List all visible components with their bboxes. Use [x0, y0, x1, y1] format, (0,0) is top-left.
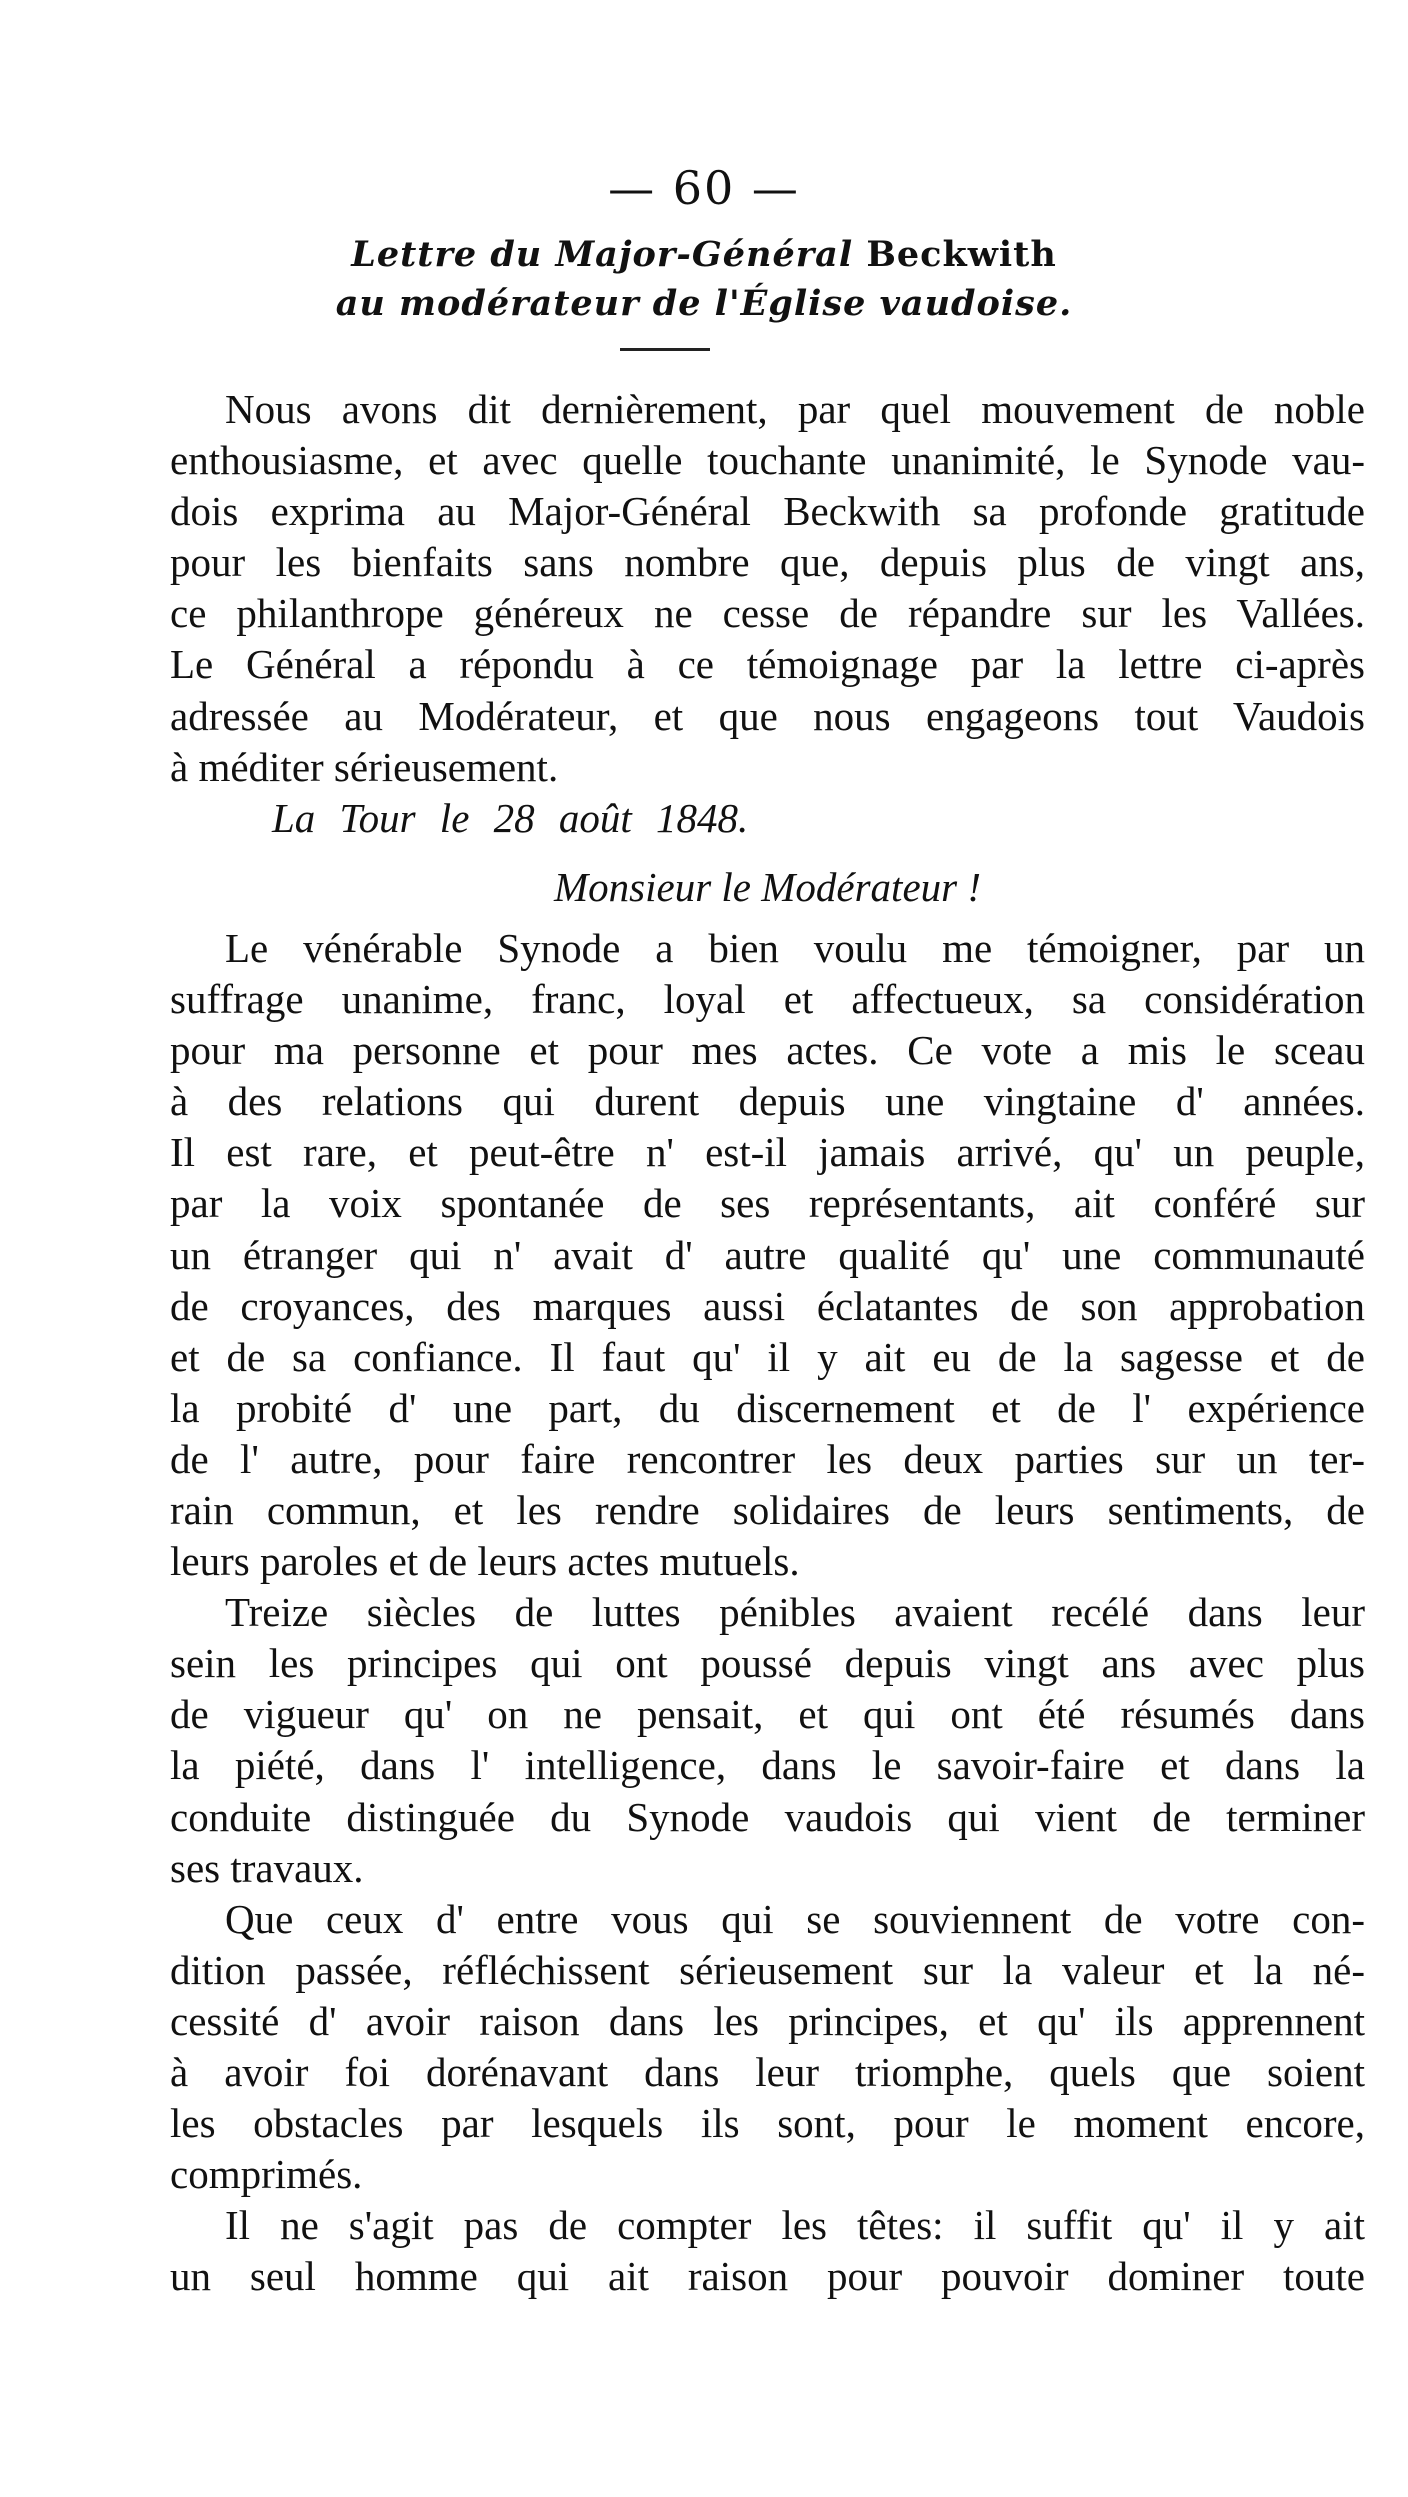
text-line: dition passée, réfléchissent sérieusement sur la valeur et la né-	[170, 1946, 1365, 1993]
text-line: rain commun, et les rendre solidaires de leurs sentiments, de	[170, 1486, 1365, 1533]
text-line: ses travaux.	[170, 1844, 364, 1891]
text-line: à avoir foi dorénavant dans leur triomphe, quels que soient	[170, 2049, 1365, 2095]
text-line: Le Général a répondu à ce témoignage par la lettre ci-après	[170, 641, 1365, 688]
text-line: Le vénérable Synode a bien voulu me témoigner, par un	[225, 924, 1365, 971]
text-line: par la voix spontanée de ses représentants, ait conféré sur	[170, 1180, 1365, 1227]
text-line: adressée au Modérateur, et que nous engageons tout Vaudois	[170, 692, 1365, 739]
text-line: à méditer sérieusement.	[170, 743, 559, 790]
text-line: leurs paroles et de leurs actes mutuels.	[170, 1538, 800, 1585]
text-line: conduite distinguée du Synode vaudois qui vient de terminer	[170, 1793, 1365, 1840]
article-body	[170, 384, 1365, 2302]
page-number: — 60 —	[608, 161, 800, 215]
text-line: un étranger qui n' avait d' autre qualité qu' une communauté	[170, 1231, 1365, 1278]
text-line: Il est rare, et peut-être n' est-il jamais arrivé, qu' un peuple,	[170, 1129, 1365, 1176]
article-title-name: Beckwith	[866, 234, 1057, 275]
title-divider	[620, 348, 710, 351]
text-line: ce philanthrope généreux ne cesse de répandre sur les Vallées.	[170, 590, 1365, 637]
text-line: Que ceux d' entre vous qui se souviennent de votre con-	[225, 1895, 1365, 1942]
article-title-italic: Lettre du Major-Général	[351, 234, 867, 275]
text-line: comprimés.	[170, 2151, 363, 2198]
letter-paragraph-4	[170, 2200, 1365, 2302]
letter-salutation: Monsieur le Modérateur !	[554, 863, 981, 910]
text-line: de croyances, des marques aussi éclatantes de son approbation	[170, 1282, 1365, 1329]
text-line: enthousiasme, et avec quelle touchante unanimité, le Synode vau-	[170, 437, 1365, 484]
text-line: de vigueur qu' on ne pensait, et qui ont été résumés dans	[170, 1691, 1365, 1738]
text-line: les obstacles par lesquels ils sont, pour le moment encore,	[170, 2100, 1365, 2147]
text-line: de l' autre, pour faire rencontrer les deux parties sur un ter-	[170, 1435, 1365, 1482]
article-title-line-1	[0, 232, 1408, 278]
text-line: pour les bienfaits sans nombre que, depuis plus de vingt ans,	[170, 539, 1365, 586]
text-line: dois exprima au Major-Général Beckwith sa profonde gratitude	[170, 488, 1365, 535]
letter-paragraph-2	[170, 1587, 1365, 1894]
text-line: Il ne s'agit pas de compter les têtes: il suffit qu' il y ait	[225, 2202, 1365, 2249]
text-line: sein les principes qui ont poussé depuis vingt ans avec plus	[170, 1640, 1365, 1687]
text-line: et de sa confiance. Il faut qu' il y ait eu de la sagesse et de	[170, 1333, 1365, 1380]
article-title-line-2: au modérateur de l'Église vaudoise.	[335, 283, 1073, 324]
text-line: la piété, dans l' intelligence, dans le savoir-faire et dans la	[170, 1742, 1365, 1789]
letter-date-line: La Tour le 28 août 1848.	[272, 794, 749, 841]
intro-paragraph	[170, 384, 1365, 793]
text-line: la probité d' une part, du discernement et de l' expérience	[170, 1384, 1365, 1431]
text-line: à des relations qui durent depuis une vingtaine d' années.	[170, 1078, 1365, 1125]
text-line: pour ma personne et pour mes actes. Ce vote a mis le sceau	[170, 1027, 1365, 1074]
letter-paragraph-1	[170, 923, 1365, 1587]
letter-paragraph-3	[170, 1894, 1365, 2201]
text-line: cessité d' avoir raison dans les principes, et qu' ils apprennent	[170, 1997, 1365, 2044]
text-line: un seul homme qui ait raison pour pouvoir dominer toute	[170, 2253, 1365, 2300]
text-line: Nous avons dit dernièrement, par quel mouvement de noble	[225, 386, 1365, 432]
text-line: suffrage unanime, franc, loyal et affectueux, sa considération	[170, 976, 1365, 1023]
text-line: Treize siècles de luttes pénibles avaient recélé dans leur	[225, 1589, 1365, 1636]
